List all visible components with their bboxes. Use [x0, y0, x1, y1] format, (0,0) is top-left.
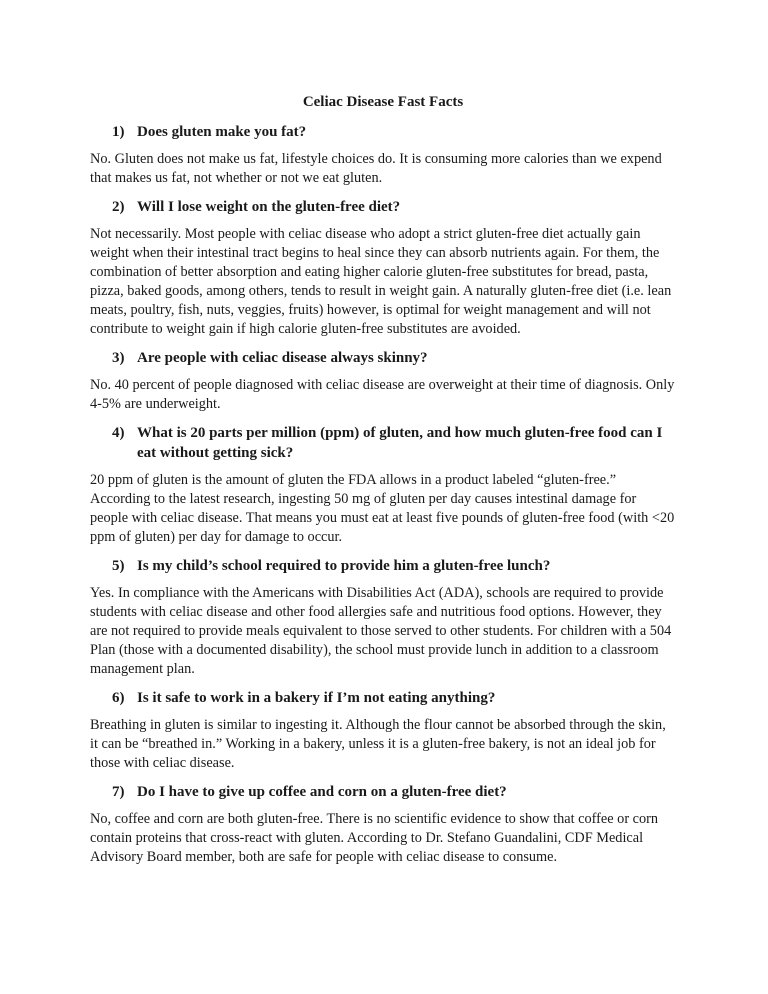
- faq-question-text: Is my child’s school required to provide him a gluten-free lunch?: [137, 558, 551, 574]
- faq-item-6: [90, 688, 676, 773]
- faq-question: [90, 556, 676, 576]
- faq-item-5: [90, 556, 676, 679]
- faq-question-text: Are people with celiac disease always skinny?: [137, 350, 428, 366]
- faq-answer: No. Gluten does not make us fat, lifestyle choices do. It is consuming more calories than we expend that makes us fat, not whether or not we eat gluten.: [90, 151, 662, 186]
- faq-answer: Breathing in gluten is similar to ingesting it. Although the flour cannot be absorbed through the skin, it can be “breathed in.” Working in a bakery, unless it is a gluten-free bakery, is not an ideal job for those with celiac disease.: [90, 717, 666, 771]
- faq-question-text: Do I have to give up coffee and corn on a gluten-free diet?: [137, 784, 507, 800]
- faq-question-text: Is it safe to work in a bakery if I’m not eating anything?: [137, 690, 496, 706]
- faq-answer: Yes. In compliance with the Americans with Disabilities Act (ADA), schools are required to provide students with celiac disease and other food allergies safe and nutritious food options. However, they are not required to provide meals equivalent to those served to other students. For children with a 504 Plan (those with a documented disability), the school must provide lunch in addition to a classroom management plan.: [90, 585, 672, 677]
- faq-number: 1): [112, 124, 125, 140]
- faq-item-7: [90, 782, 676, 867]
- faq-answer: Not necessarily. Most people with celiac disease who adopt a strict gluten-free diet actually gain weight when their intestinal tract begins to heal since they can absorb nutrients again. For them, the combination of better absorption and eating higher calorie gluten-free substitutes for bread, pasta, pizza, baked goods, among others, tends to result in weight gain. A naturally gluten-free diet (i.e. lean meats, poultry, fish, nuts, veggies, fruits) however, is optimal for weight management and will not contribute to weight gain if high calorie gluten-free substitutes are avoided.: [90, 226, 672, 337]
- faq-number: 2): [112, 199, 125, 215]
- faq-question: [90, 197, 676, 217]
- faq-item-4: [90, 423, 676, 547]
- faq-question: [90, 688, 676, 708]
- faq-question-text: What is 20 parts per million (ppm) of gluten, and how much gluten-free food can I eat without getting sick?: [137, 425, 663, 461]
- faq-answer: 20 ppm of gluten is the amount of gluten the FDA allows in a product labeled “gluten-free.” According to the latest research, ingesting 50 mg of gluten per day causes intestinal damage for people with celiac disease. That means you must eat at least five pounds of gluten-free food (with <20 ppm of gluten) per day for damage to occur.: [90, 472, 675, 545]
- faq-answer: No. 40 percent of people diagnosed with celiac disease are overweight at their time of diagnosis. Only 4-5% are underweight.: [90, 377, 675, 412]
- faq-question: [90, 122, 676, 142]
- faq-number: 6): [112, 690, 125, 706]
- faq-item-1: [90, 122, 676, 188]
- faq-question-text: Does gluten make you fat?: [137, 124, 307, 140]
- faq-number: 4): [112, 425, 125, 441]
- faq-question: [90, 423, 676, 463]
- faq-answer: No, coffee and corn are both gluten-free. There is no scientific evidence to show that coffee or corn contain proteins that cross-react with gluten. According to Dr. Stefano Guandalini, CDF Medical Advisory Board member, both are safe for people with celiac disease to consume.: [90, 811, 659, 865]
- faq-item-3: [90, 348, 676, 414]
- faq-question: [90, 782, 676, 802]
- faq-number: 7): [112, 784, 125, 800]
- faq-question-text: Will I lose weight on the gluten-free diet?: [137, 199, 401, 215]
- faq-number: 5): [112, 558, 125, 574]
- faq-question: [90, 348, 676, 368]
- faq-item-2: [90, 197, 676, 339]
- document-title: Celiac Disease Fast Facts: [302, 94, 464, 110]
- faq-number: 3): [112, 350, 125, 366]
